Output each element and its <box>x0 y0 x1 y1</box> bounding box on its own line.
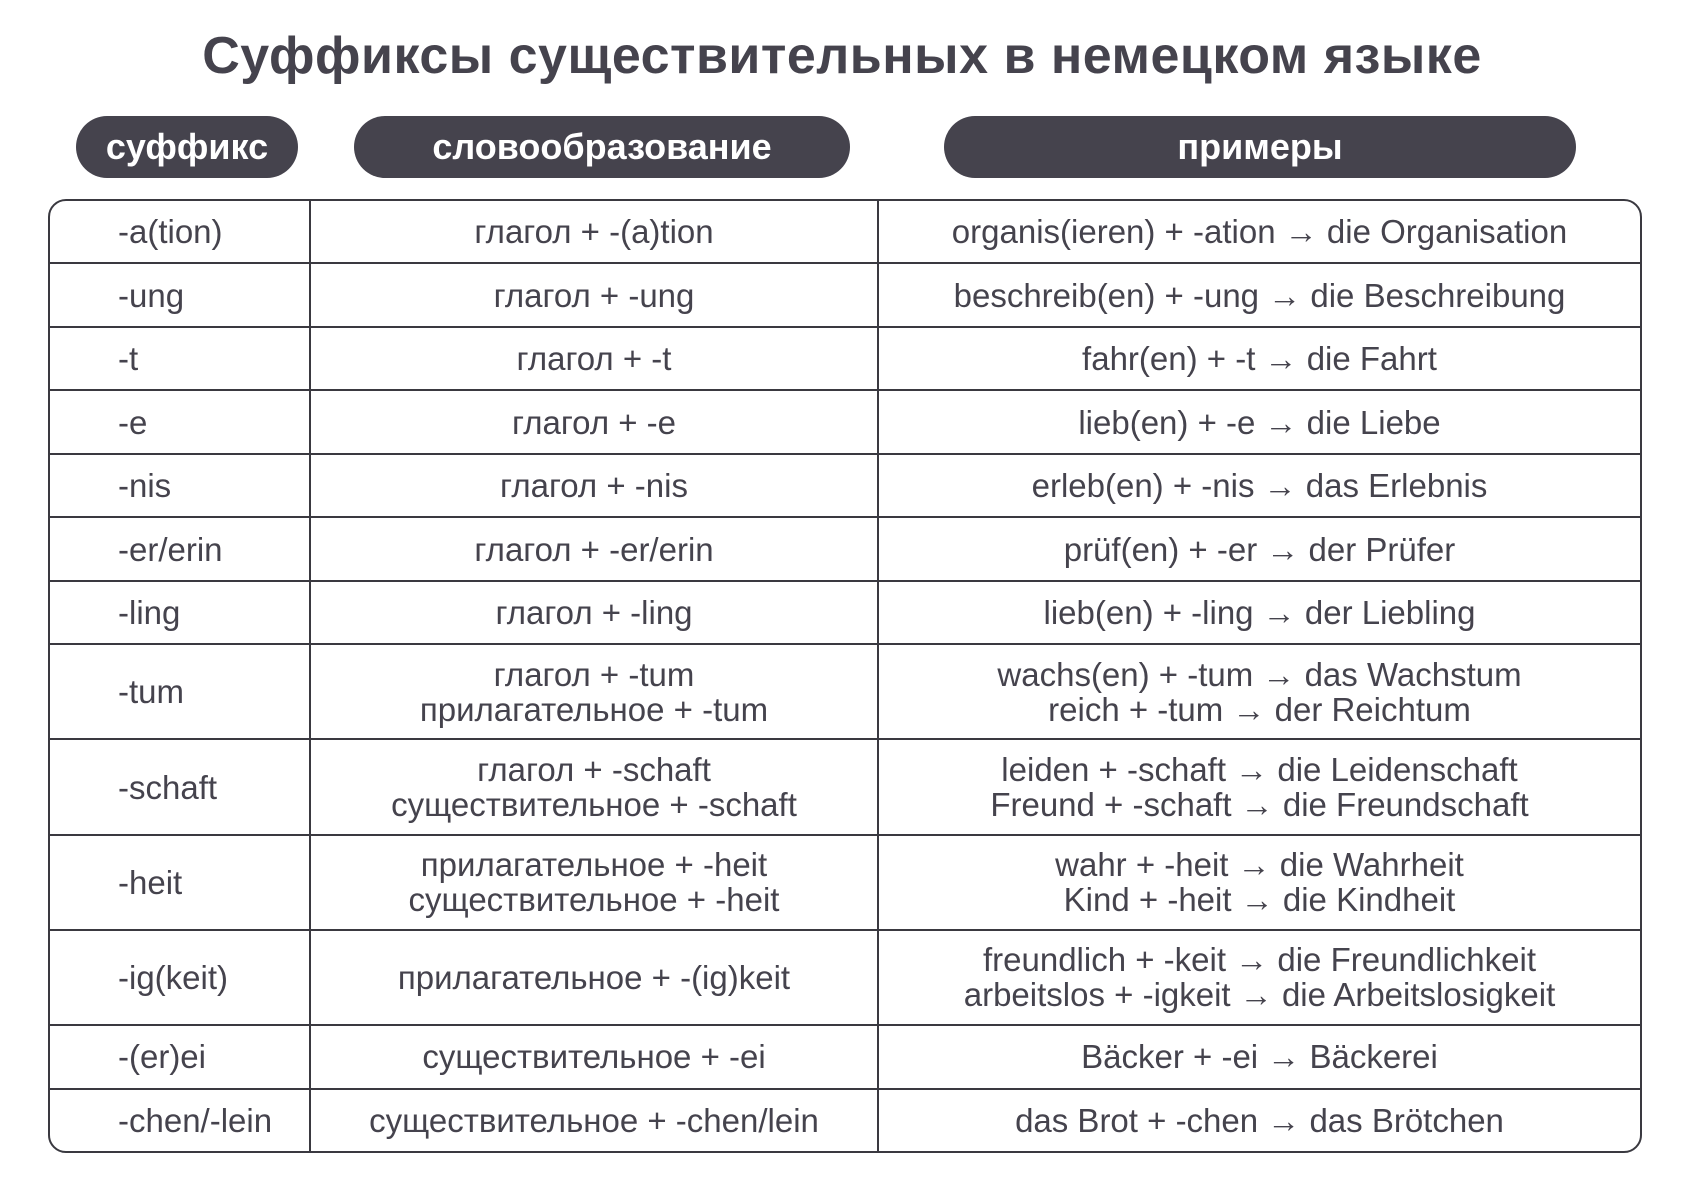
formation-cell <box>310 739 878 834</box>
example-line: Freund + -schaft → die Freundschaft <box>990 786 1529 824</box>
formation-line: глагол + -er/erin <box>474 530 714 568</box>
example-line: erleb(en) + -nis → das Erlebnis <box>1031 467 1488 505</box>
example-line: prüf(en) + -er → der Prüfer <box>1063 530 1456 568</box>
examples-cell <box>878 644 1640 739</box>
examples-cell <box>878 201 1640 263</box>
formation-cell <box>310 1089 878 1152</box>
examples-cell <box>878 930 1640 1025</box>
suffix-table <box>48 199 1642 1153</box>
formation-cell <box>310 1025 878 1088</box>
formation-line: глагол + -schaft <box>477 751 711 789</box>
formation-cell <box>310 263 878 326</box>
formation-line: глагол + -tum <box>493 655 695 693</box>
formation-cell <box>310 454 878 517</box>
example-line: beschreib(en) + -ung → die Beschreibung <box>953 276 1566 314</box>
formation-cell <box>310 835 878 930</box>
table-row <box>50 517 1640 580</box>
example-line: lieb(en) + -e → die Liebe <box>1078 403 1441 441</box>
formation-cell <box>310 390 878 453</box>
suffix-cell: -er/erin <box>50 517 310 580</box>
example-line: lieb(en) + -ling → der Liebling <box>1043 593 1476 631</box>
examples-cell <box>878 263 1640 326</box>
formation-cell <box>310 201 878 263</box>
table-row <box>50 327 1640 390</box>
example-line: fahr(en) + -t → die Fahrt <box>1082 340 1437 378</box>
suffix-cell: -heit <box>50 835 310 930</box>
formation-line: прилагательное + -heit <box>420 846 768 884</box>
example-line: leiden + -schaft → die Leidenschaft <box>1001 751 1518 789</box>
table-row <box>50 835 1640 930</box>
formation-line: прилагательное + -(ig)keit <box>397 958 791 996</box>
suffix-cell: -ig(keit) <box>50 930 310 1025</box>
table-row <box>50 263 1640 326</box>
examples-cell <box>878 454 1640 517</box>
formation-cell <box>310 327 878 390</box>
suffix-cell: -chen/-lein <box>50 1089 310 1152</box>
formation-line: глагол + -(a)tion <box>474 213 714 251</box>
suffix-cell: -a(tion) <box>50 201 310 263</box>
examples-cell <box>878 390 1640 453</box>
table-row <box>50 1089 1640 1152</box>
formation-line: существительное + -chen/lein <box>369 1101 819 1139</box>
suffix-cell: -ung <box>50 263 310 326</box>
table-row <box>50 644 1640 739</box>
formation-line: существительное + -schaft <box>391 786 797 824</box>
example-line: arbeitslos + -igkeit → die Arbeitslosigkeit <box>963 976 1556 1014</box>
suffix-cell: -schaft <box>50 739 310 834</box>
examples-cell <box>878 1025 1640 1088</box>
examples-cell <box>878 517 1640 580</box>
examples-cell <box>878 327 1640 390</box>
header-formation: словообразование <box>354 116 850 178</box>
header-examples: примеры <box>944 116 1576 178</box>
formation-cell <box>310 930 878 1025</box>
table-row <box>50 201 1640 263</box>
header-suffix: суффикс <box>76 116 298 178</box>
formation-cell <box>310 581 878 644</box>
example-line: reich + -tum → der Reichtum <box>1048 690 1471 728</box>
examples-cell <box>878 581 1640 644</box>
suffix-cell: -ling <box>50 581 310 644</box>
suffix-cell: -t <box>50 327 310 390</box>
formation-line: глагол + -ling <box>495 593 693 631</box>
example-line: wahr + -heit → die Wahrheit <box>1055 846 1464 884</box>
formation-line: глагол + -ung <box>493 276 695 314</box>
examples-cell <box>878 739 1640 834</box>
table-row <box>50 739 1640 834</box>
example-line: Bäcker + -ei → Bäckerei <box>1081 1038 1438 1076</box>
page-title: Суффиксы существительных в немецком языке <box>202 27 1482 85</box>
table-row <box>50 390 1640 453</box>
suffix-cell: -e <box>50 390 310 453</box>
formation-cell <box>310 644 878 739</box>
examples-cell <box>878 835 1640 930</box>
formation-line: существительное + -ei <box>422 1038 766 1076</box>
table-row <box>50 1025 1640 1088</box>
example-line: das Brot + -chen → das Brötchen <box>1015 1101 1504 1139</box>
formation-line: глагол + -nis <box>500 467 688 505</box>
example-line: freundlich + -keit → die Freundlichkeit <box>982 941 1536 979</box>
example-line: wachs(en) + -tum → das Wachstum <box>997 655 1522 693</box>
example-line: organis(ieren) + -ation → die Organisation <box>951 213 1568 251</box>
formation-line: глагол + -t <box>516 340 672 378</box>
formation-line: прилагательное + -tum <box>419 690 769 728</box>
suffix-cell: -(er)ei <box>50 1025 310 1088</box>
suffix-cell: -nis <box>50 454 310 517</box>
examples-cell <box>878 1089 1640 1152</box>
example-line: Kind + -heit → die Kindheit <box>1063 881 1456 919</box>
table-row <box>50 454 1640 517</box>
table-row <box>50 930 1640 1025</box>
formation-line: глагол + -e <box>511 403 677 441</box>
suffix-cell: -tum <box>50 644 310 739</box>
table-row <box>50 581 1640 644</box>
formation-line: существительное + -heit <box>408 881 780 919</box>
formation-cell <box>310 517 878 580</box>
